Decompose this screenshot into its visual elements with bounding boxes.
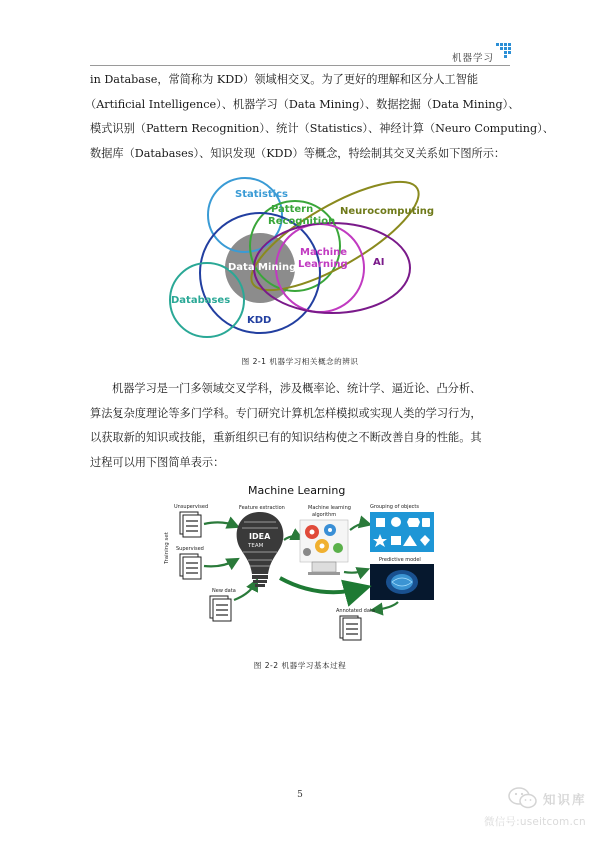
paragraph-line: 机器学习是一门多领域交叉学科，涉及概率论、统计学、逼近论、凸分析、 bbox=[112, 382, 482, 395]
figure-2-caption: 图 2-2 机器学习基本过程 bbox=[253, 661, 347, 670]
kdd-label: KDD bbox=[247, 315, 272, 326]
predictive-brain-panel bbox=[370, 564, 434, 600]
arrow-supervised bbox=[204, 560, 236, 566]
databases-label: Databases bbox=[171, 295, 231, 306]
paragraph-line: 以获取新的知识或技能，重新组织已有的知识结构使之不断改善自身的性能。其 bbox=[90, 431, 482, 445]
unsupervised-label: Unsupervised bbox=[174, 504, 209, 510]
statistics-label: Statistics bbox=[235, 189, 288, 200]
intro-paragraph bbox=[85, 68, 554, 166]
page-number: 5 bbox=[297, 790, 303, 800]
idea-bulb-wordcloud-icon bbox=[237, 512, 284, 587]
arrow-unsupervised bbox=[204, 522, 236, 526]
publisher-logo-icon bbox=[496, 43, 512, 61]
concept-venn-diagram bbox=[150, 168, 440, 348]
annotated-document-icon bbox=[340, 616, 361, 640]
annotated-data-label: Annotated data bbox=[336, 608, 375, 614]
ml-label-line2: Learning bbox=[298, 259, 348, 270]
paragraph-line: 数据库（Databases）、知识发现（KDD）等概念，特绘制其交叉关系如下图所示： bbox=[90, 146, 506, 160]
arrow-new-data-to-predictive bbox=[280, 578, 364, 592]
paragraph-line: in Database，常简称为 KDD）领域相交叉。为了更好的理解和区分人工智能 bbox=[90, 73, 479, 86]
neurocomputing-label: Neurocomputing bbox=[340, 206, 435, 217]
watermark-brand: 知识库 bbox=[543, 792, 587, 807]
pattern-label-line1: Pattern bbox=[271, 204, 314, 215]
idea-word: IDEA bbox=[249, 532, 271, 541]
unsupervised-document-icon bbox=[180, 512, 201, 537]
supervised-label: Supervised bbox=[176, 546, 204, 552]
paragraph-line: 模式识别（Pattern Recognition）、统计（Statistics）、神经计算（Neuro Computing）、 bbox=[90, 122, 554, 136]
ml-algorithm-gears-icon bbox=[300, 520, 348, 575]
arrow-to-grouping bbox=[350, 524, 368, 530]
new-data-document-icon bbox=[210, 596, 231, 621]
arrow-new-data bbox=[234, 582, 256, 600]
process-title: Machine Learning bbox=[248, 484, 346, 497]
paragraph-line: 算法复杂度理论等多门学科。专门研究计算机怎样模拟或实现人类的学习行为， bbox=[90, 406, 482, 420]
training-set-label: Training set bbox=[164, 532, 170, 564]
data-mining-label: Data Mining bbox=[228, 262, 297, 273]
figure-1-caption: 图 2-1 机器学习相关概念的辨识 bbox=[241, 357, 359, 366]
running-header-title: 机器学习 bbox=[452, 53, 495, 64]
paragraph-line: 过程可以用下图简单表示： bbox=[90, 455, 225, 469]
paragraph-line: （Artificial Intelligence）、机器学习（Data Mining）、数据挖掘（Data Mining）、 bbox=[85, 97, 520, 111]
pattern-label-line2: Recognition bbox=[268, 216, 336, 227]
predictive-model-label: Predictive model bbox=[379, 557, 421, 563]
watermark-account-id: 微信号:useitcom.cn bbox=[484, 816, 586, 828]
grouping-label: Grouping of objects bbox=[370, 504, 419, 510]
ml-process-diagram bbox=[160, 482, 440, 642]
header-divider bbox=[90, 65, 510, 66]
arrow-to-annotated bbox=[374, 602, 398, 610]
ml-definition-paragraph bbox=[90, 377, 510, 475]
grouping-shapes-panel bbox=[370, 512, 434, 552]
new-data-label: New data bbox=[212, 588, 236, 594]
supervised-document-icon bbox=[180, 554, 201, 579]
ml-label-line1: Machine bbox=[300, 247, 348, 258]
ai-label: AI bbox=[373, 257, 385, 268]
wechat-logo-icon bbox=[508, 786, 538, 810]
feature-extraction-label: Feature extraction bbox=[239, 505, 285, 511]
ml-algorithm-label-line2: algorithm bbox=[312, 512, 337, 518]
arrow-to-predictive bbox=[344, 570, 366, 573]
ml-algorithm-label-line1: Machine learning bbox=[308, 505, 351, 511]
arrow-to-algorithm bbox=[284, 536, 300, 540]
team-word: TEAM bbox=[248, 543, 264, 549]
